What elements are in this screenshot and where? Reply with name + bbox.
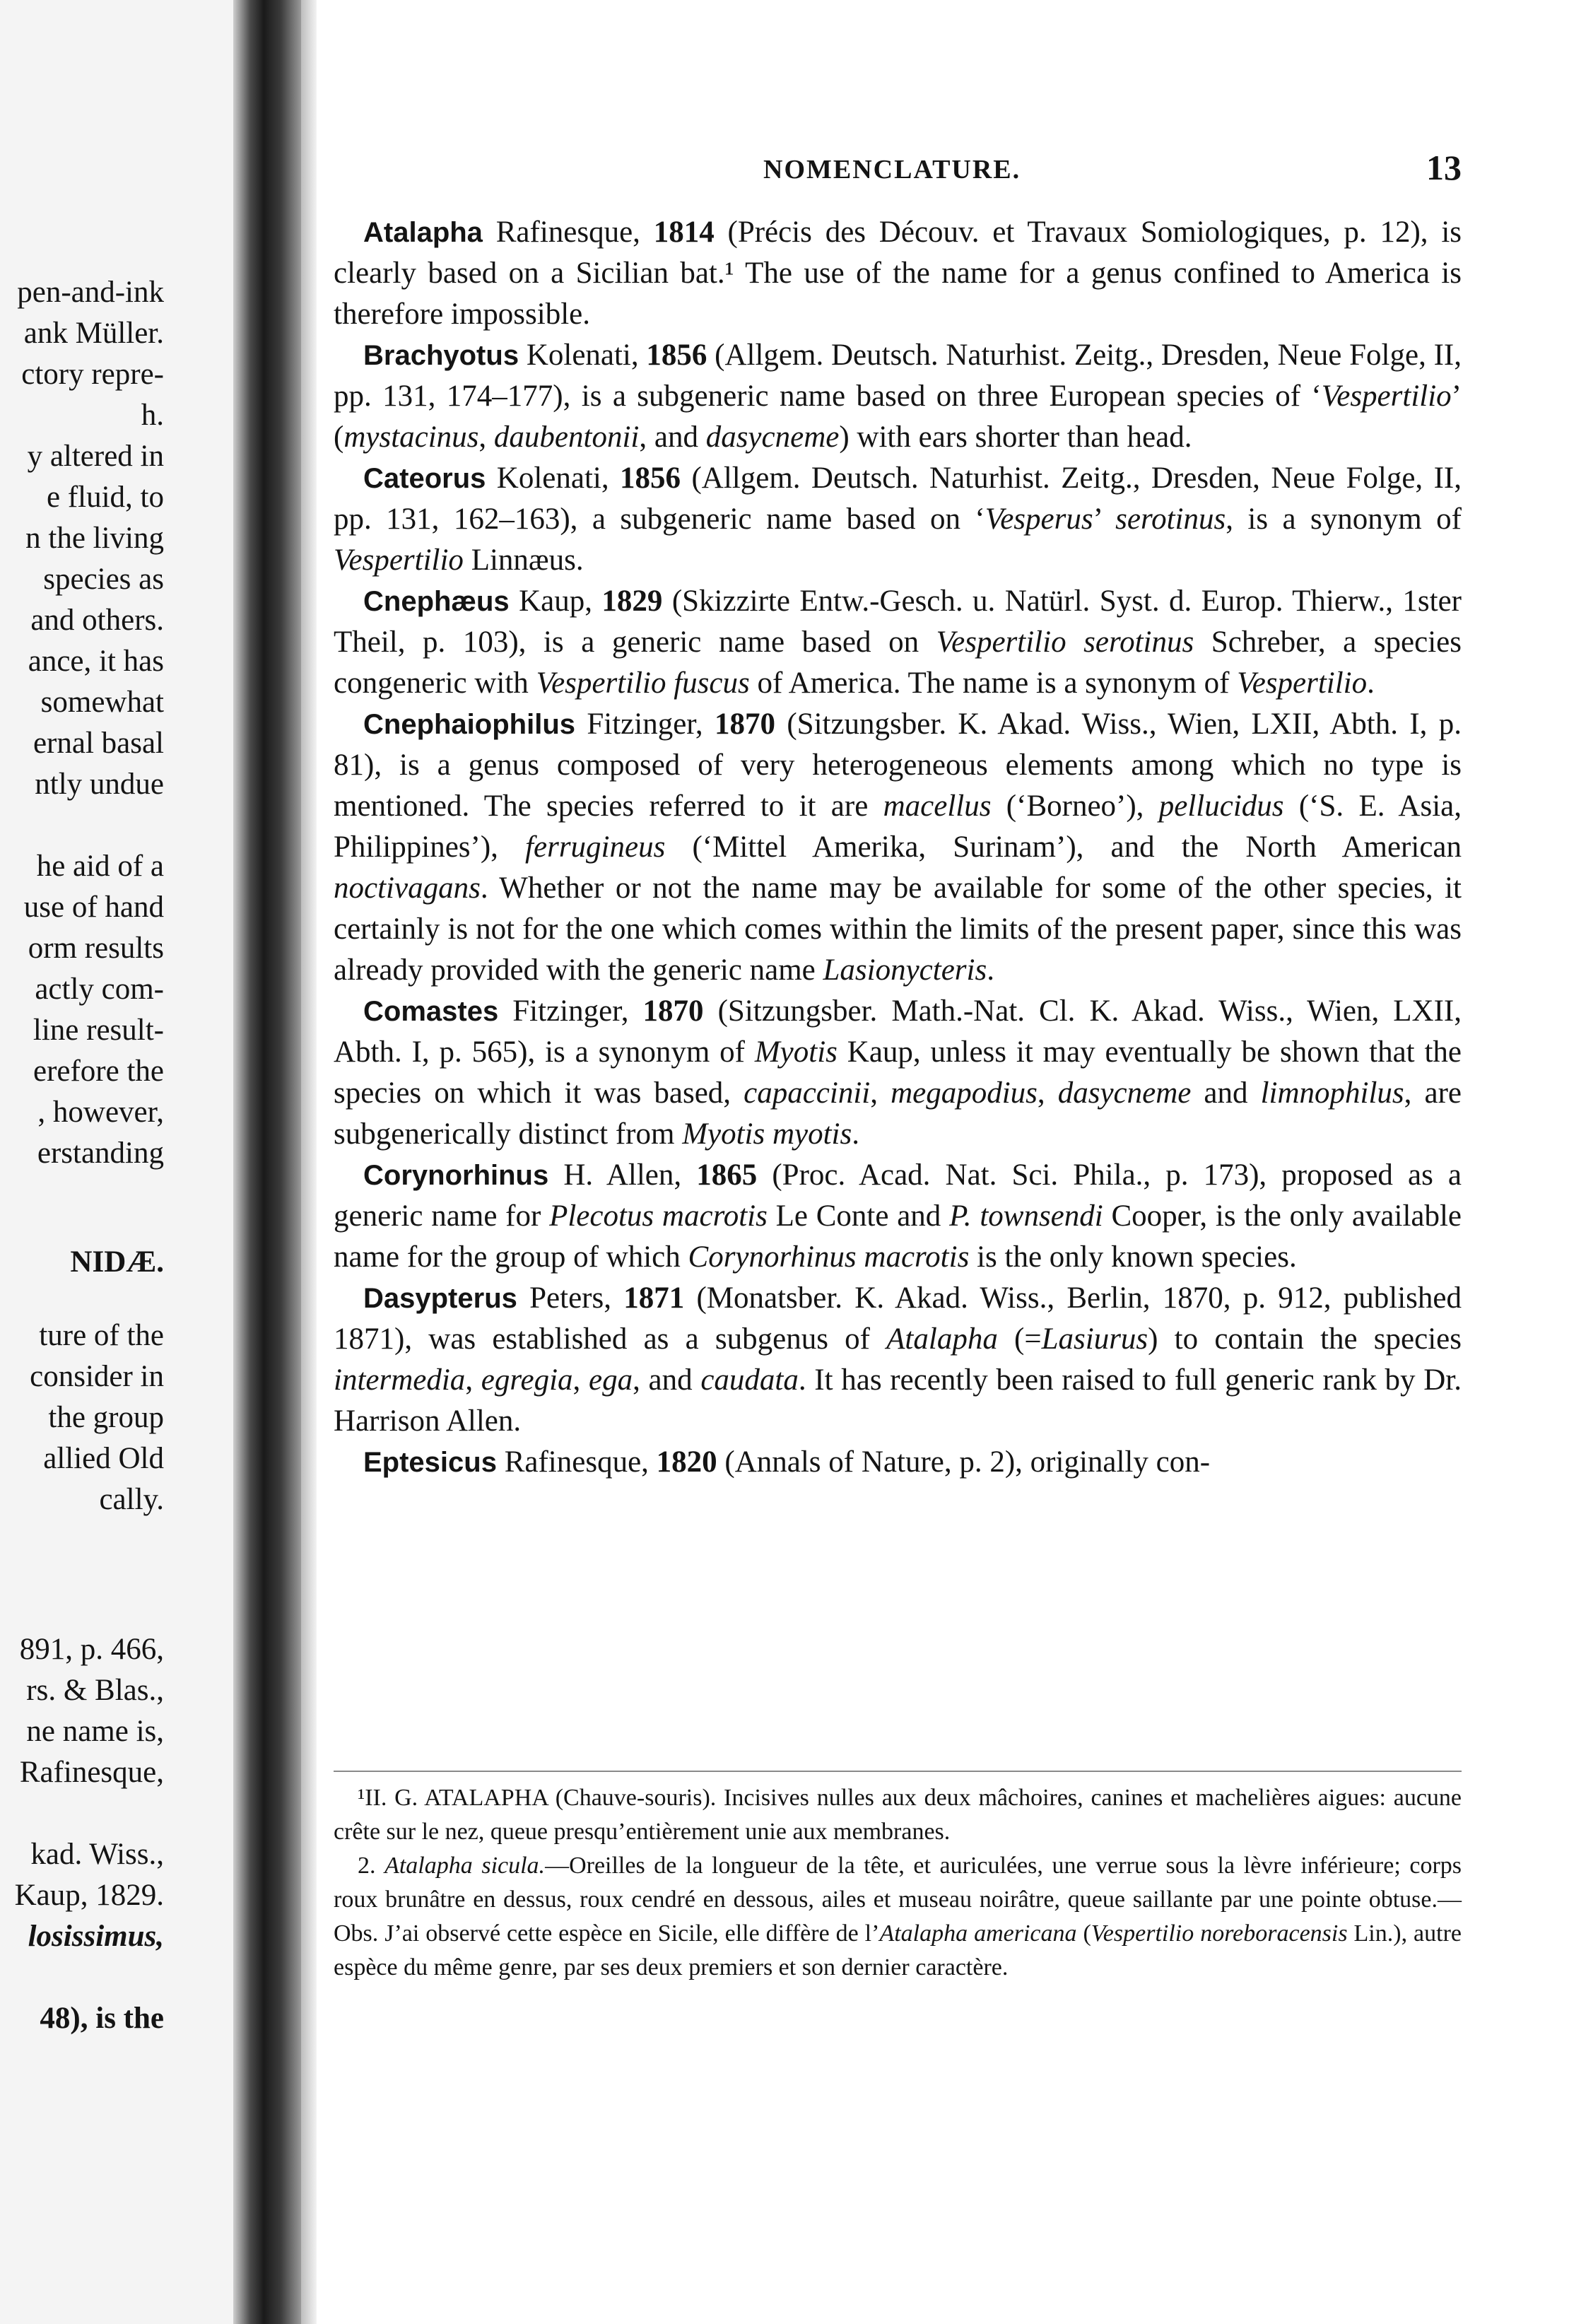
italic-text: caudata (700, 1363, 799, 1397)
text-run: (‘S. E. Asia, Philippines’), (334, 790, 1462, 864)
text-run: ( (1076, 1920, 1091, 1947)
italic-text: Atalapha (886, 1322, 998, 1356)
left-page-line: losissimus, (28, 1920, 164, 1953)
text-run: Kolenati, (486, 462, 621, 495)
page-edge-shadow (301, 0, 317, 2324)
text-run: (Sitzungsber. K. Akad. Wiss., Wien, LXII, Abth. I, p. 81), is a genus composed of very heterogeneous elements among which no type is mentioned. The species referred to it are (334, 708, 1462, 823)
text-run: . (987, 953, 994, 987)
text-run: Rafinesque, (496, 1445, 657, 1479)
text-run: ¹II. G. ATALAPHA (Chauve-souris). Incisives nulles aux deux mâchoires, canines et machelières aigues: aucune crête sur le nez, queue presqu’entièrement unie aux membranes. (334, 1785, 1462, 1845)
page-header (317, 148, 1462, 196)
entry-cnephaiophilus (334, 704, 1462, 991)
text-run: Lin.), autre espèce du même genre, par ses deux premiers et son dernier caractère. (334, 1920, 1462, 1980)
text-run: ’ ( (334, 380, 1462, 454)
text-run: . (1367, 667, 1375, 700)
text-run: , (572, 1363, 589, 1397)
main-page (317, 0, 1569, 2324)
text-run: (Skizzirte Entw.-Gesch. u. Natürl. Syst. d. Europ. Thierw., 1ster Theil, p. 103), is a generic name based on (334, 585, 1462, 659)
text-run: (Allgem. Deutsch. Naturhist. Zeitg., Dresden, Neue Folge, II, pp. 131, 174–177), is a subgeneric name based on three European species of ‘ (334, 339, 1462, 413)
italic-text: egregia (481, 1363, 573, 1397)
left-page-line: n the living (25, 522, 164, 555)
italic-text: macellus (883, 790, 992, 823)
text-run: is the only known species. (969, 1240, 1297, 1274)
italic-text: Vespertilio fuscus (536, 667, 750, 700)
italic-text: Vespertilio (334, 544, 464, 577)
italic-text: intermedia (334, 1363, 466, 1397)
text-run: . (852, 1117, 859, 1151)
italic-text: Atalapha sicula. (384, 1853, 546, 1879)
text-run: H. Allen, (548, 1158, 697, 1192)
italic-text: Vespertilio (1237, 667, 1368, 700)
italic-text: dasycneme (705, 421, 840, 454)
entry-cateorus (334, 458, 1462, 581)
genus-name: Cnephæus (363, 586, 510, 617)
entry-eptesicus (334, 1442, 1462, 1483)
text-run: 2. (358, 1853, 385, 1879)
left-page-line: Kaup, 1829. (14, 1879, 164, 1912)
genus-name: Brachyotus (363, 340, 519, 371)
left-page-line: Rafinesque, (19, 1756, 164, 1789)
entry-atalapha (334, 212, 1462, 335)
left-page-line: ne name is, (26, 1715, 164, 1748)
text-run: , is a synonym of (1226, 503, 1462, 536)
text-run: Fitzinger, (575, 708, 715, 741)
left-page-line: use of hand (23, 891, 164, 924)
text-run: . It has recently been raised to full generic rank by Dr. Harrison Allen. (334, 1363, 1462, 1438)
left-page-line: 48), is the (40, 2002, 164, 2035)
left-page-line: rs. & Blas., (26, 1674, 164, 1707)
genus-name: Comastes (363, 996, 499, 1027)
genus-name: Eptesicus (363, 1447, 497, 1478)
text-run: , (478, 421, 494, 454)
italic-text: pellucidus (1158, 790, 1284, 823)
text-run: (‘Mittel Amerika, Surinam’), and the North American (665, 831, 1462, 864)
italic-text: dasycneme (1057, 1076, 1192, 1110)
year: 1829 (601, 585, 663, 618)
left-page-line: ernal basal (33, 727, 164, 760)
text-run: Fitzinger, (498, 994, 643, 1028)
text-run: of America. The name is a synonym of (749, 667, 1238, 700)
left-page-line: kad. Wiss., (30, 1838, 164, 1871)
year: 1871 (623, 1281, 685, 1315)
text-run: Schreber, a species congeneric with (334, 626, 1462, 700)
genus-name: Atalapha (363, 217, 483, 248)
left-page-line: ntly undue (35, 768, 164, 801)
text-run: and (1191, 1076, 1261, 1110)
left-page-line: pen-and-ink (17, 276, 164, 309)
year: 1870 (714, 708, 775, 741)
text-run: Cooper, is the only available name for the group of which (334, 1199, 1462, 1274)
text-run: (Sitzungsber. Math.-Nat. Cl. K. Akad. Wiss., Wien, LXII, Abth. I, p. 565), is a synonym of (334, 994, 1462, 1069)
left-page-line: somewhat (40, 686, 164, 719)
italic-text: mystacinus (343, 421, 479, 454)
left-facing-page (0, 0, 233, 2324)
text-run: , (870, 1076, 891, 1110)
left-page-line: ance, it has (28, 645, 164, 678)
left-page-line: erefore the (33, 1055, 164, 1088)
italic-text: Lasionycteris (823, 953, 987, 987)
footnotes (334, 1781, 1462, 1985)
italic-text: P. townsendi (949, 1199, 1103, 1233)
italic-text: limnophilus (1260, 1076, 1404, 1110)
text-run: —Oreilles de la longueur de la tête, et auriculées, une verrue sous la lèvre inférieure; corps roux brunâtre en dessus, roux cendré en dessous, ailes et museau noirâtre, queue saillante par une pointe obtuse.—Obs. J’ai observé cette espèce en Sicile, elle diffère de l’ (334, 1853, 1462, 1947)
text-run: ’ (1093, 503, 1116, 536)
left-page-line: ctory repre- (21, 358, 164, 391)
text-run: (Allgem. Deutsch. Naturhist. Zeitg., Dresden, Neue Folge, II, pp. 131, 162–163), a subgeneric name based on ‘ (334, 462, 1462, 536)
year: 1820 (656, 1445, 717, 1479)
text-run: , are subgenerically distinct from (334, 1076, 1462, 1151)
text-run: (Proc. Acad. Nat. Sci. Phila., p. 173), proposed as a generic name for (334, 1158, 1462, 1233)
left-page-line: actly com- (35, 973, 164, 1006)
italic-text: noctivagans (334, 872, 481, 905)
entry-cnephæus (334, 581, 1462, 704)
left-page-line: y altered in (27, 440, 164, 473)
left-page-line: and others. (30, 604, 164, 637)
book-gutter (233, 0, 301, 2324)
text-run: Kaup, unless it may eventually be shown that the species on which it was based, (334, 1035, 1462, 1110)
year: 1865 (696, 1158, 758, 1192)
text-run: . Whether or not the name may be available for some of the other species, it certainly is not for the one which comes within the limits of the present paper, since this was already provided with the generic name (334, 872, 1462, 987)
text-run: , and (639, 421, 706, 454)
left-page-line: erstanding (37, 1137, 164, 1170)
italic-text: Atalapha americana (879, 1920, 1077, 1947)
text-run: (Précis des Découv. et Travaux Somiologiques, p. 12), is clearly based on a Sicilian bat.¹ The use of the name for a genus confined to America is therefore impossible. (334, 216, 1462, 331)
footnote (334, 1781, 1462, 1849)
entry-brachyotus (334, 335, 1462, 458)
left-page-line: , however, (37, 1096, 164, 1129)
nomenclature-entries (334, 212, 1462, 1483)
italic-text: megapodius (891, 1076, 1038, 1110)
genus-name: Cnephaiophilus (363, 709, 575, 740)
text-run: (‘Borneo’), (991, 790, 1159, 823)
italic-text: Vespertilio noreboracensis (1091, 1920, 1348, 1947)
text-run: , (465, 1363, 481, 1397)
left-page-line: cally. (99, 1483, 164, 1516)
entry-comastes (334, 991, 1462, 1155)
text-run: , (1037, 1076, 1058, 1110)
left-page-line: ture of the (39, 1319, 164, 1352)
running-head: NOMENCLATURE. (763, 155, 1021, 184)
italic-text: Vesperus (985, 503, 1093, 536)
left-page-line: e fluid, to (47, 481, 164, 514)
text-run: (= (997, 1322, 1042, 1356)
genus-name: Corynorhinus (363, 1160, 549, 1191)
year: 1814 (653, 216, 715, 249)
left-page-line: orm results (28, 932, 164, 965)
text-run: Kaup, (509, 585, 602, 618)
text-run: Peters, (517, 1281, 624, 1315)
text-run: (Monatsber. K. Akad. Wiss., Berlin, 1870, p. 912, published 1871), was established as a subgenus of (334, 1281, 1462, 1356)
text-run: ) with ears shorter than head. (839, 421, 1192, 454)
italic-text: Myotis myotis (682, 1117, 852, 1151)
text-run: , and (633, 1363, 701, 1397)
left-page-line: h. (141, 399, 164, 432)
italic-text: Myotis (754, 1035, 838, 1069)
italic-text: capaccinii (744, 1076, 871, 1110)
text-run: Rafinesque, (482, 216, 654, 249)
italic-text: ega (588, 1363, 633, 1397)
italic-text: Lasiurus (1041, 1322, 1148, 1356)
left-page-line: allied Old (43, 1442, 164, 1475)
left-page-line: species as (43, 563, 164, 596)
text-run: (Annals of Nature, p. 2), originally con- (717, 1445, 1211, 1479)
text-run: ) to contain the species (1148, 1322, 1462, 1356)
italic-text: Vespertilio (1321, 380, 1452, 413)
genus-name: Dasypterus (363, 1283, 517, 1314)
italic-text: Corynorhinus macrotis (688, 1240, 970, 1274)
left-page-line: consider in (30, 1360, 164, 1393)
italic-text: ferrugineus (525, 831, 666, 864)
italic-text: daubentonii (493, 421, 640, 454)
italic-text: serotinus (1115, 503, 1226, 536)
left-page-line: the group (48, 1401, 164, 1434)
year: 1856 (646, 339, 707, 372)
left-page-line: 891, p. 466, (19, 1633, 164, 1666)
text-run: Le Conte and (767, 1199, 950, 1233)
left-page-line: ank Müller. (23, 317, 164, 350)
entry-corynorhinus (334, 1155, 1462, 1278)
page-number: 13 (1426, 148, 1462, 187)
left-page-line: NIDÆ. (70, 1245, 164, 1279)
genus-name: Cateorus (363, 463, 486, 494)
year: 1870 (642, 994, 704, 1028)
italic-text: Vespertilio serotinus (936, 626, 1194, 659)
footnote (334, 1849, 1462, 1985)
text-run: Linnæus. (463, 544, 584, 577)
year: 1856 (620, 462, 681, 495)
italic-text: Plecotus macrotis (549, 1199, 768, 1233)
text-run: Kolenati, (519, 339, 647, 372)
footnote-rule (334, 1771, 1462, 1772)
left-page-line: line result- (33, 1014, 164, 1047)
entry-dasypterus (334, 1278, 1462, 1442)
left-page-line: he aid of a (36, 850, 164, 883)
